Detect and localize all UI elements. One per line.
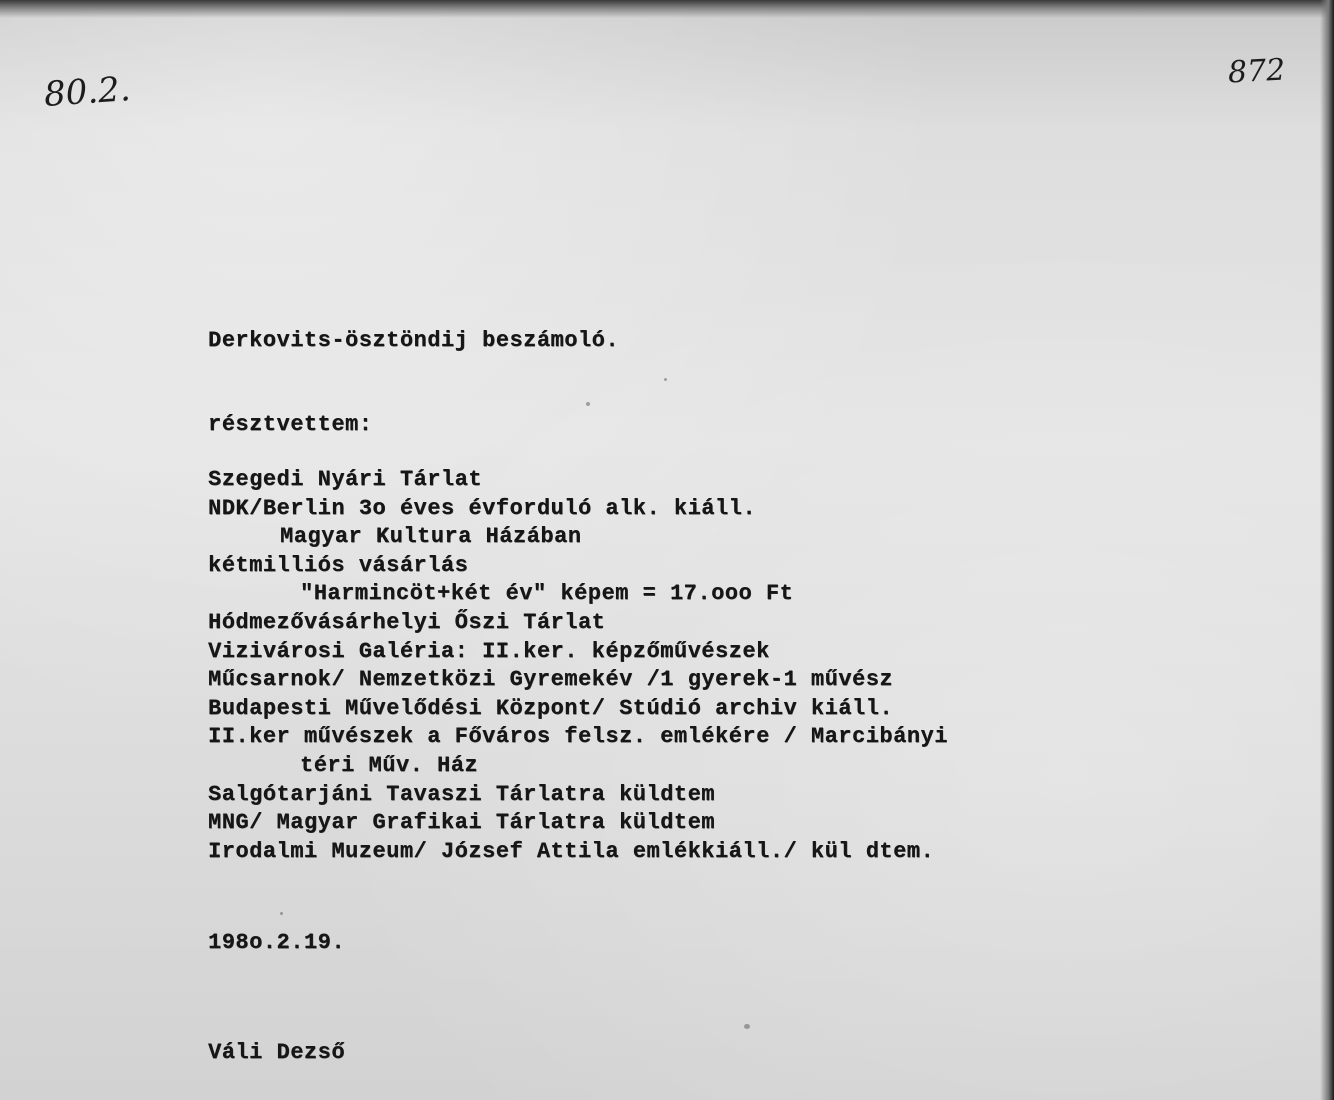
scan-speck — [744, 1024, 750, 1029]
handwritten-number-top-right: 872 — [1227, 52, 1287, 91]
list-item: Vizivárosi Galéria: II.ker. képzőművészek — [208, 638, 770, 664]
scan-speck — [664, 378, 667, 381]
list-item: téri Műv. Ház — [300, 753, 479, 778]
scan-right-edge — [1320, 0, 1334, 1100]
list-item: Szegedi Nyári Tárlat — [208, 467, 483, 492]
scan-speck — [280, 912, 283, 915]
list-item: Műcsarnok/ Nemzetközi Gyremekév /1 gyerek-1 művész — [208, 667, 894, 693]
report-date: 198o.2.19. — [208, 930, 346, 955]
list-item: MNG/ Magyar Grafikai Tárlatra küldtem — [208, 810, 715, 836]
list-item: Irodalmi Muzeum/ József Attila emlékkiáll./ kül dtem. — [208, 838, 935, 864]
scan-speck — [586, 402, 590, 406]
list-item: kétmilliós vásárlás — [208, 552, 469, 578]
list-item: "Harmincöt+két év" képem = 17.ooo Ft — [300, 581, 794, 607]
list-item: Magyar Kultura Házában — [280, 524, 582, 550]
list-item: Hódmezővásárhelyi Őszi Tárlat — [208, 610, 606, 635]
section-label: résztvettem: — [208, 412, 373, 437]
scan-top-edge — [0, 0, 1334, 18]
list-item: NDK/Berlin 3o éves évforduló alk. kiáll. — [208, 495, 757, 521]
list-item: II.ker művészek a Főváros felsz. emlékére / Marcibányi — [208, 724, 948, 750]
list-item: Budapesti Művelődési Központ/ Stúdió archiv kiáll. — [208, 695, 894, 721]
handwritten-note-top-left: 80.2. — [42, 69, 132, 115]
report-title: Derkovits-ösztöndij beszámoló. — [208, 328, 620, 353]
list-item: Salgótarjáni Tavaszi Tárlatra küldtem — [208, 781, 715, 807]
signature-name: Váli Dezső — [208, 1040, 346, 1065]
